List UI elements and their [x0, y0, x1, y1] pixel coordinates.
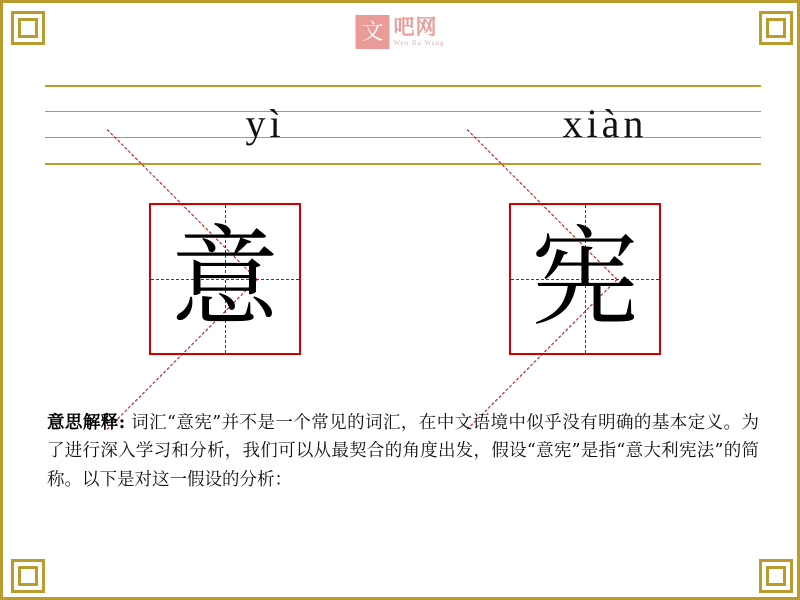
- character-box-first: [149, 203, 301, 355]
- explanation-body: 词汇“意宪”并不是一个常见的词汇，在中文语境中似乎没有明确的基本定义。为了进行深入学习和分析，我们可以从最契合的角度出发，假设“意宪”是指“意大利宪法”的简称。以下是对这一假设的分析：: [47, 413, 759, 490]
- character-glyph-second: 宪: [530, 216, 639, 341]
- logo-main-text: 吧网: [393, 15, 438, 39]
- corner-inner-square: [766, 566, 786, 586]
- corner-ornament-top-left: [9, 9, 43, 43]
- logo-text: [394, 17, 445, 47]
- pinyin-second: xiàn: [562, 101, 648, 146]
- corner-inner-square: [766, 18, 786, 38]
- site-logo: [356, 15, 445, 49]
- corner-inner-square: [18, 18, 38, 38]
- corner-ornament-bottom-left: [9, 557, 43, 591]
- corner-inner-square: [18, 566, 38, 586]
- character-grid-row: [3, 203, 800, 363]
- corner-ornament-bottom-right: [757, 557, 791, 591]
- corner-ornament-top-right: [757, 9, 791, 43]
- explanation-label: 意思解释:: [47, 413, 126, 433]
- logo-mark-icon: 文: [356, 15, 390, 49]
- explanation-block: [47, 409, 759, 494]
- pinyin-first: yì: [245, 101, 285, 146]
- character-glyph-first: 意: [170, 216, 279, 341]
- logo-sub-text: Wen Ba Wang: [393, 39, 445, 47]
- staff-line-1: [45, 85, 761, 87]
- character-box-second: [509, 203, 661, 355]
- pinyin-staff: [45, 85, 761, 163]
- staff-line-4: [45, 163, 761, 165]
